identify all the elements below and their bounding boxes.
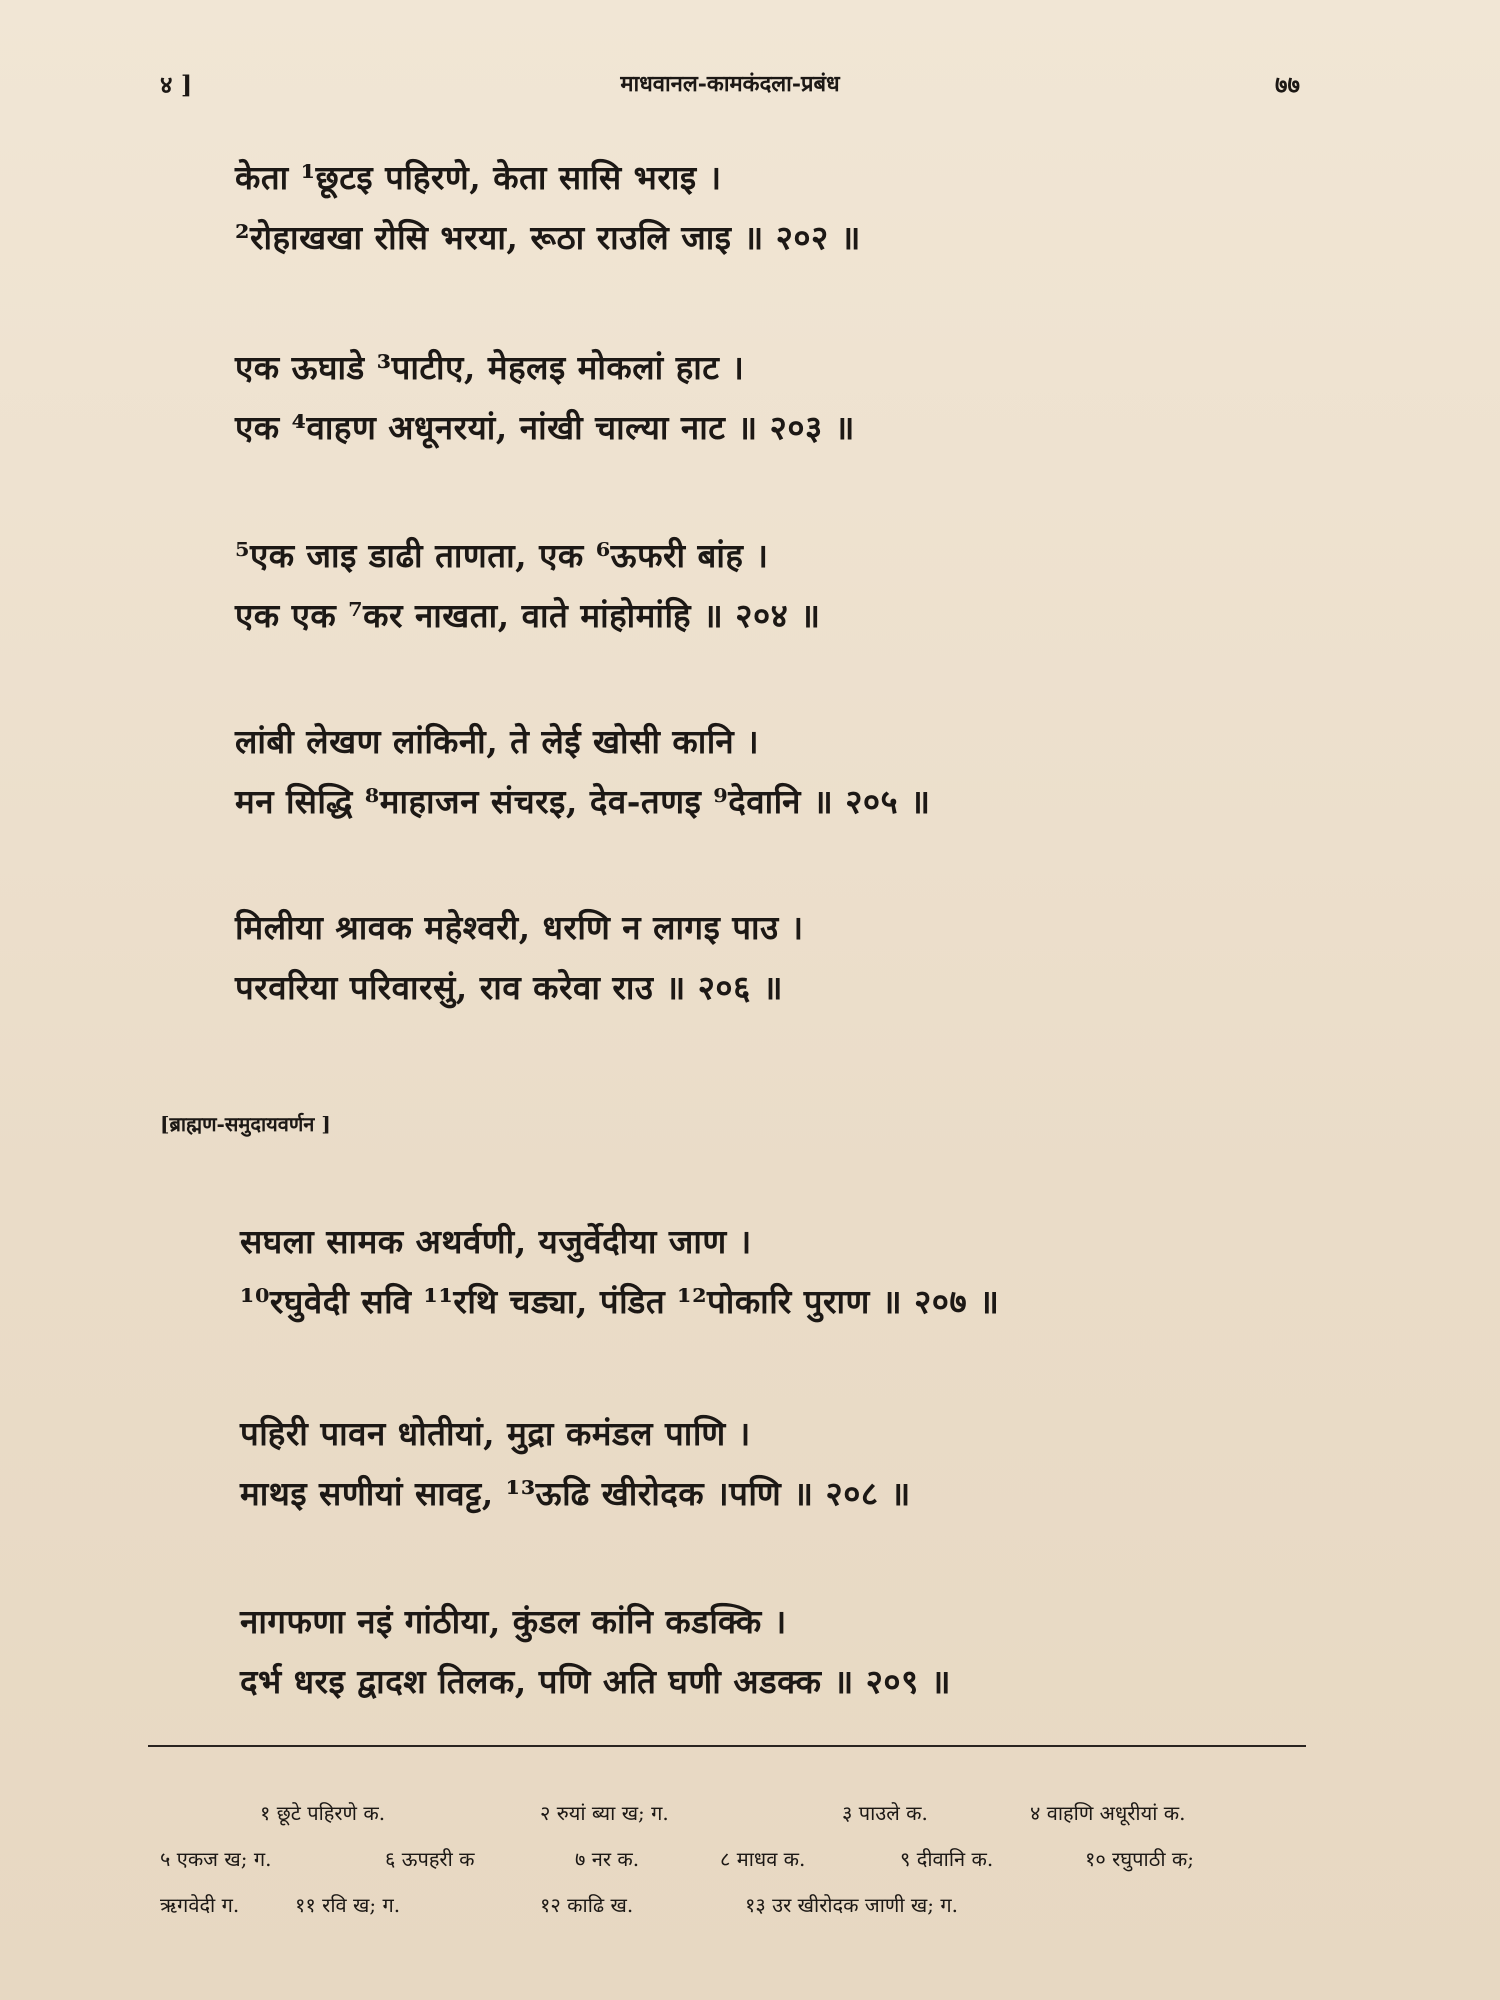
verse-line: माथइ सणीयां सावट्ट, ¹³ऊढि खीरोदक ।पणि ॥ २०८ ॥ <box>240 1474 911 1513</box>
verse-line: लांबी लेखण लांकिनी, ते लेई खोसी कानि । <box>235 722 760 761</box>
verse-205 <box>235 712 930 832</box>
footnote: ८ माधव क. <box>720 1847 806 1871</box>
section-number: ४ ] <box>160 70 193 99</box>
footnotes <box>160 1790 1300 1928</box>
verse-206 <box>235 898 804 1018</box>
footnote: १३ उर खीरोदक जाणी ख; ग. <box>745 1893 958 1917</box>
footnote-row <box>160 1882 1300 1928</box>
footnote: १२ काढि ख. <box>540 1893 634 1917</box>
footnote: ६ ऊपहरी क <box>385 1847 475 1871</box>
page-header <box>160 68 1300 108</box>
footnote: ४ वाहणि अधूरीयां क. <box>1030 1801 1186 1825</box>
verse-line: सघला सामक अथर्वणी, यजुर्वेदीया जाण । <box>240 1222 752 1261</box>
verse-line: केता ¹छूटइ पहिरणे, केता सासि भराइ । <box>235 158 722 197</box>
footnote: ५ एकज ख; ग. <box>160 1847 272 1871</box>
verse-207 <box>240 1212 999 1332</box>
verse-line: ⁵एक जाइ डाढी ताणता, एक ⁶ऊफरी बांह । <box>235 536 769 575</box>
footnote: १ छूटे पहिरणे क. <box>260 1801 386 1825</box>
verse-204 <box>235 526 821 646</box>
footnote: २ रुयां ब्या ख; ग. <box>540 1801 669 1825</box>
verse-line: ¹⁰रघुवेदी सवि ¹¹रथि चड्या, पंडित ¹²पोकारि पुराण ॥ २०७ ॥ <box>240 1282 1000 1321</box>
verse-202 <box>235 148 861 268</box>
verse-line: मिलीया श्रावक महेश्वरी, धरणि न लागइ पाउ । <box>235 908 804 947</box>
footnote-row <box>160 1790 1300 1836</box>
page-number: ७७ <box>1275 70 1300 99</box>
verse-208 <box>240 1404 911 1524</box>
verse-line: एक ⁴वाहण अधूनरयां, नांखी चाल्या नाट ॥ २०३ ॥ <box>235 408 855 447</box>
footnote: ३ पाउले क. <box>842 1801 928 1825</box>
verse-209 <box>240 1592 951 1712</box>
verse-line: नागफणा नइं गांठीया, कुंडल कांनि कडक्कि । <box>240 1602 787 1641</box>
running-title: माधवानल-कामकंदला-प्रबंध <box>620 71 840 97</box>
verse-203 <box>235 338 855 458</box>
verse-line: एक एक ⁷कर नाखता, वाते मांहोमांहि ॥ २०४ ॥ <box>235 596 821 635</box>
verse-line: पहिरी पावन धोतीयां, मुद्रा कमंडल पाणि । <box>240 1414 751 1453</box>
footnote: ११ रवि ख; ग. <box>295 1893 401 1917</box>
verse-line: एक ऊघाडे ³पाटीए, मेहलइ मोकलां हाट । <box>235 348 745 387</box>
footnote-row <box>160 1836 1300 1882</box>
footnote: ९ दीवानि क. <box>900 1847 994 1871</box>
verse-line: परवरिया परिवारसुं, राव करेवा राउ ॥ २०६ ॥ <box>235 968 783 1007</box>
footnote: ७ नर क. <box>575 1847 640 1871</box>
footnote-divider <box>148 1745 1306 1747</box>
section-label: [ब्राह्मण-समुदायवर्णन ] <box>160 1112 331 1136</box>
footnote: ऋगवेदी ग. <box>160 1893 240 1917</box>
verse-line: ²रोहाखखा रोसि भरया, रूठा राउलि जाइ ॥ २०२ ॥ <box>235 218 861 257</box>
footnote: १० रघुपाठी क; <box>1085 1847 1194 1871</box>
verse-line: दर्भ धरइ द्वादश तिलक, पणि अति घणी अडक्क ॥ २०९ ॥ <box>240 1662 951 1701</box>
verse-line: मन सिद्धि ⁸माहाजन संचरइ, देव-तणइ ⁹देवानि ॥ २०५ ॥ <box>235 782 931 821</box>
